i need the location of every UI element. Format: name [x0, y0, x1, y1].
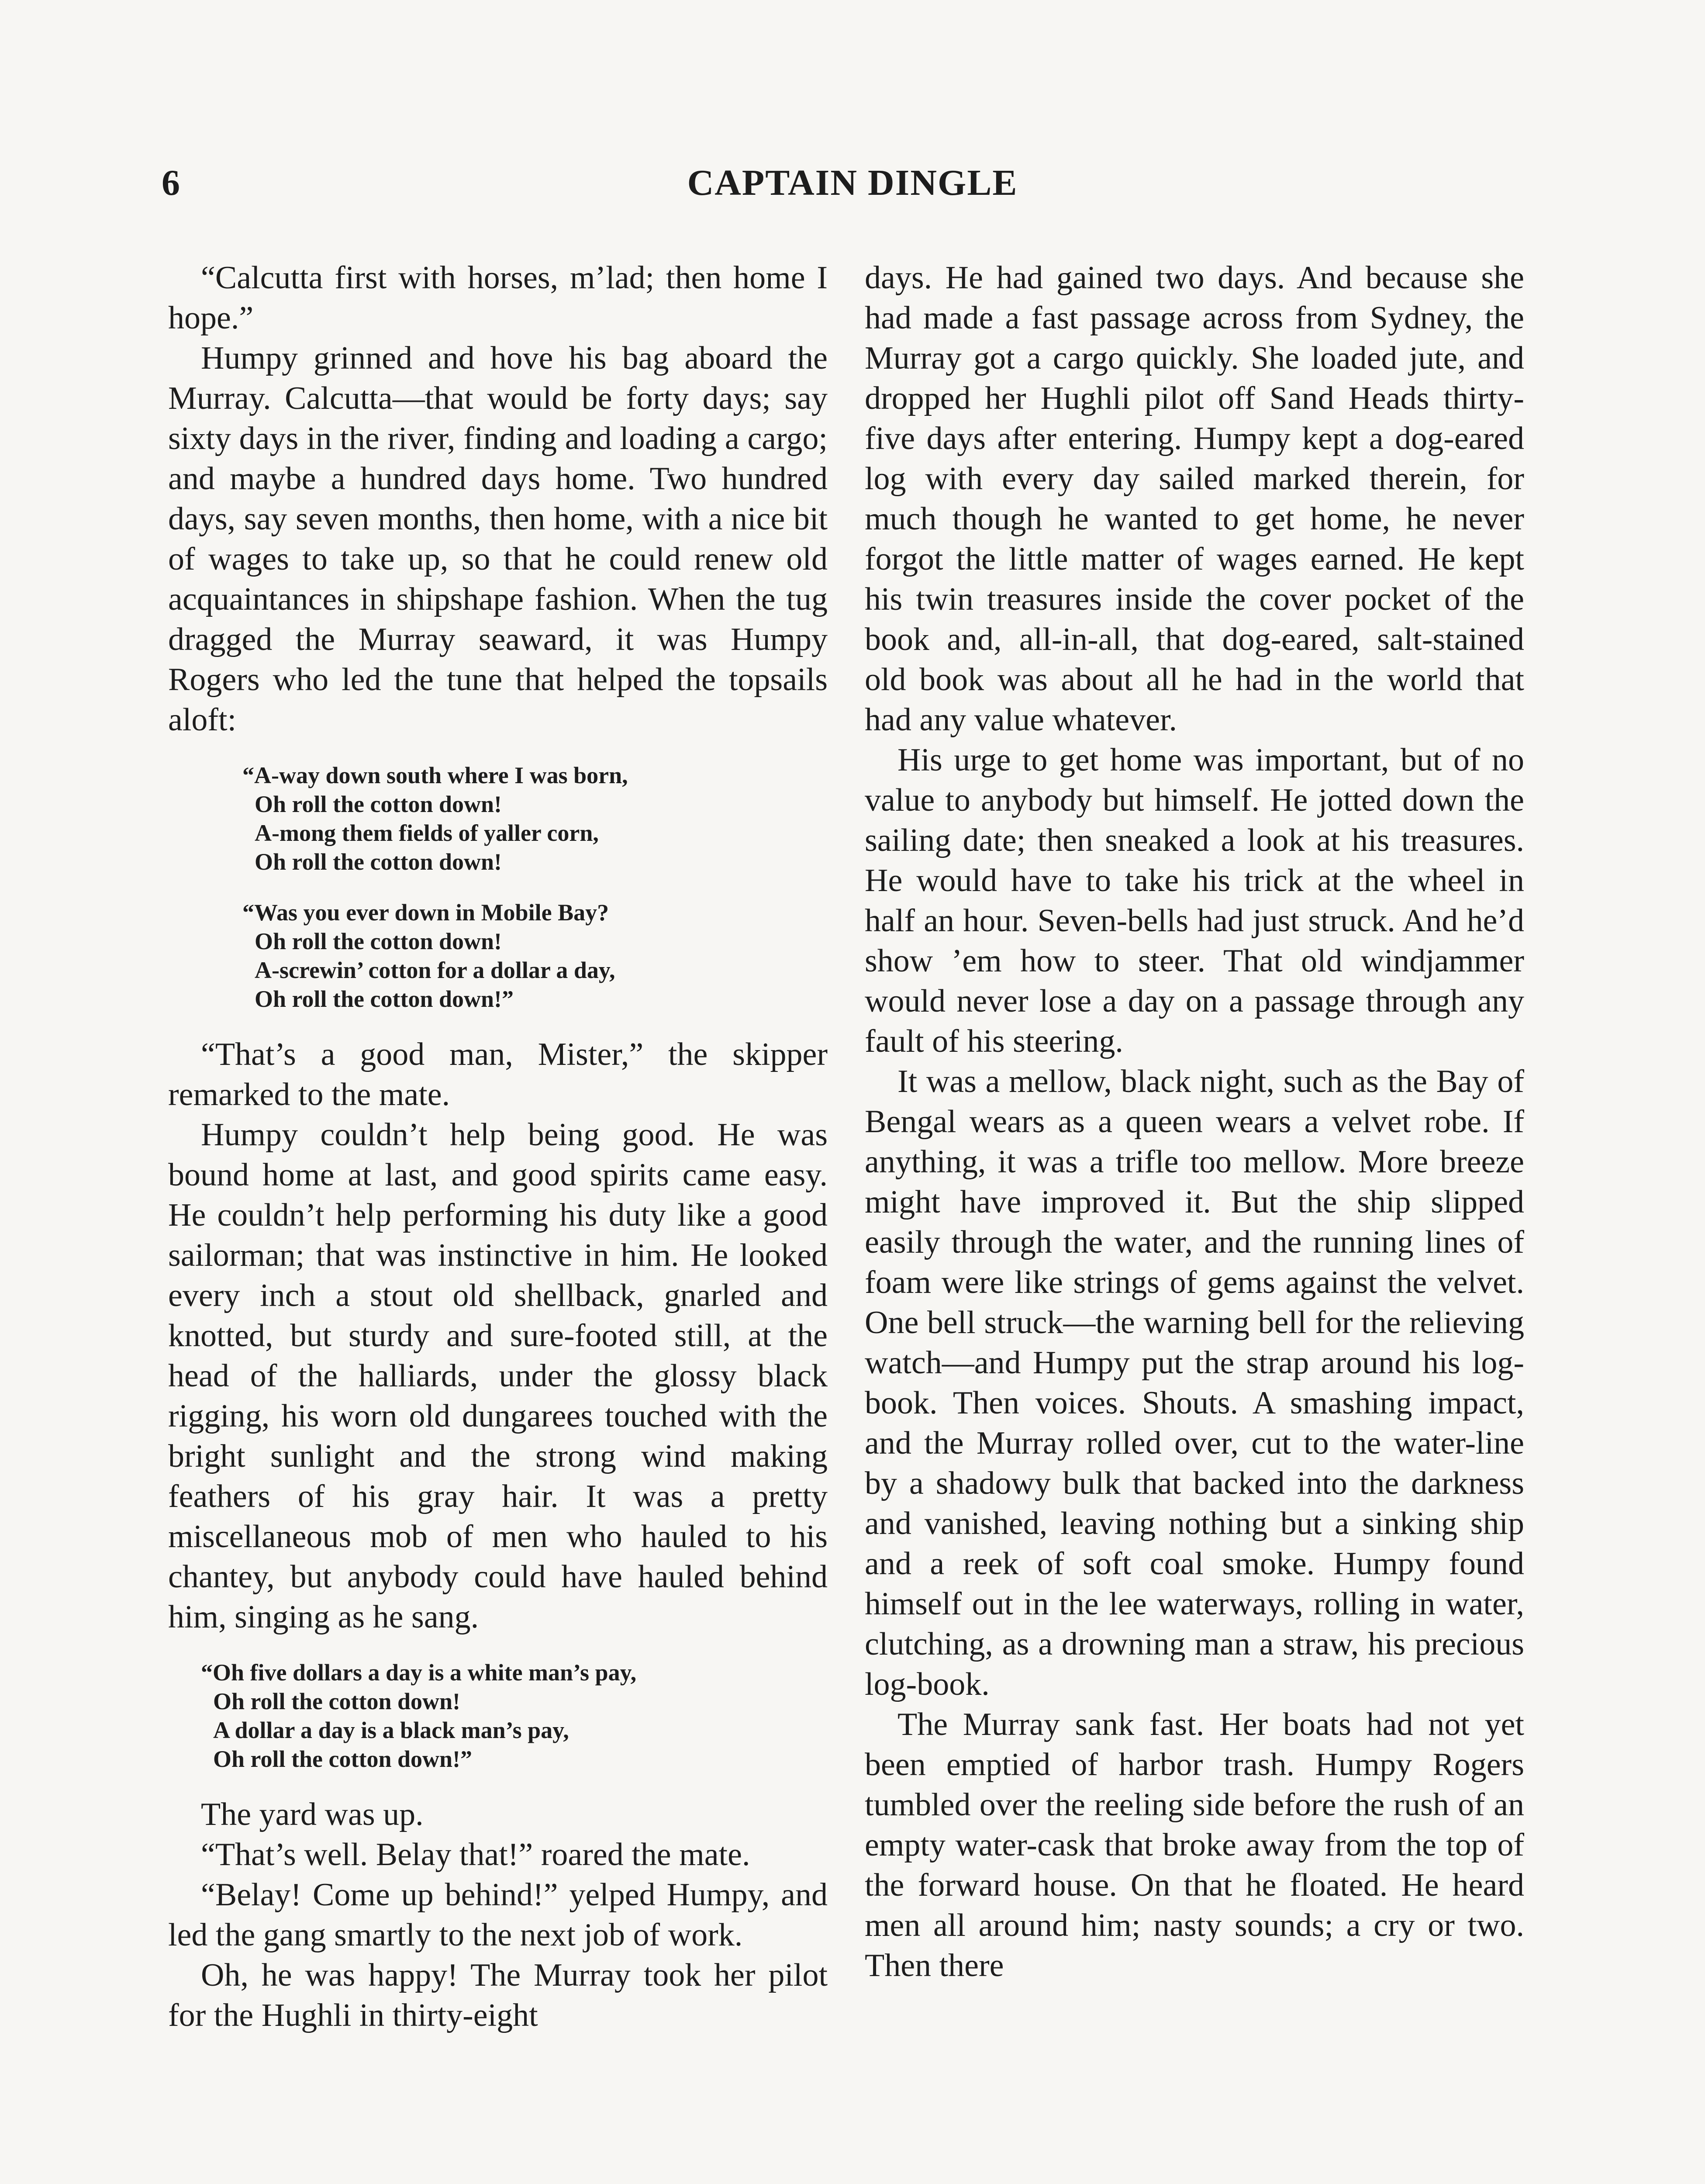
- verse-line: Oh roll the cotton down!”: [213, 1746, 473, 1772]
- verse-line: A-mong them fields of yaller corn,: [255, 820, 599, 846]
- stanza: [242, 761, 828, 876]
- page-header: [162, 162, 1543, 223]
- paragraph: “Calcutta first with horses, m’lad; then home I hope.”: [168, 260, 828, 336]
- stanza: [201, 1658, 828, 1773]
- verse-line: Oh roll the cotton down!”: [255, 986, 514, 1012]
- left-column: [168, 258, 828, 2035]
- verse-line: Oh roll the cotton down!: [255, 791, 502, 817]
- song-verse: [201, 1658, 828, 1773]
- verse-line: Oh roll the cotton down!: [213, 1688, 461, 1714]
- paragraph: It was a mellow, black night, such as the Bay of Bengal wears as a queen wears a velvet robe. If anything, it was a trifle too mellow. More breeze might have improved it. But the ship slipped easily through the water, and the running lines of foam were like strings of gems against the velvet. One bell struck—the warning bell for the relieving watch—and Humpy put the strap around his log-book. Then voices. Shouts. A smashing impact, and the Murray rolled over, cut to the water-line by a shadowy bulk that backed into the darkness and vanished, leaving nothing but a sinking ship and a reek of soft coal smoke. Humpy found himself out in the lee waterways, rolling in water, clutching, as a drowning man a straw, his precious log-book.: [865, 1064, 1524, 1702]
- right-column: [865, 258, 1524, 1986]
- running-title: CAPTAIN DINGLE: [687, 162, 1018, 203]
- verse-line: A-screwin’ cotton for a dollar a day,: [255, 957, 615, 983]
- paragraph: Oh, he was happy! The Murray took her pilot for the Hughli in thirty-eight: [168, 1957, 828, 2033]
- paragraph: The Murray sank fast. Her boats had not yet been emptied of harbor trash. Humpy Rogers tumbled over the reeling side before the rush of an empty water-cask that broke away from the top of the forward house. On that he floated. He heard men all around him; nasty sounds; a cry or two. Then there: [865, 1707, 1524, 1984]
- verse-line: “A-way down south where I was born,: [242, 762, 628, 788]
- paragraph: “That’s a good man, Mister,” the skipper remarked to the mate.: [168, 1037, 828, 1113]
- paragraph: “That’s well. Belay that!” roared the mate.: [201, 1837, 750, 1873]
- paragraph: Humpy grinned and hove his bag aboard the Murray. Calcutta—that would be forty days; say sixty days in the river, finding and loading a cargo; and maybe a hundred days home. Two hundred days, say seven months, then home, with a nice bit of wages to take up, so that he could renew old acquaintances in shipshape fashion. When the tug dragged the Murray seaward, it was Humpy Rogers who led the tune that helped the topsails aloft:: [168, 340, 828, 738]
- paragraph: days. He had gained two days. And because she had made a fast passage across from Sydney, the Murray got a cargo quickly. She loaded jute, and dropped her Hughli pilot off Sand Heads thirty-five days after entering. Humpy kept a dog-eared log with every day sailed marked therein, for much though he wanted to get home, he never forgot the little matter of wages earned. He kept his twin treasures inside the cover pocket of the book and, all-in-all, that dog-eared, salt-stained old book was about all he had in the world that had any value whatever.: [865, 260, 1524, 738]
- paragraph: His urge to get home was important, but of no value to anybody but himself. He jotted down the sailing date; then sneaked a look at his treasures. He would have to take his trick at the wheel in half an hour. Seven-bells had just struck. And he’d show ’em how to steer. That old windjammer would never lose a day on a passage through any fault of his steering.: [865, 742, 1524, 1059]
- verse-line: Oh roll the cotton down!: [255, 849, 502, 875]
- paragraph: The yard was up.: [201, 1797, 424, 1832]
- paragraph: “Belay! Come up behind!” yelped Humpy, and led the gang smartly to the next job of work.: [168, 1877, 828, 1953]
- verse-line: “Was you ever down in Mobile Bay?: [242, 899, 609, 926]
- verse-line: A dollar a day is a black man’s pay,: [213, 1717, 569, 1743]
- song-verse: [242, 761, 828, 1013]
- stanza: [242, 898, 828, 1013]
- paragraph: Humpy couldn’t help being good. He was bound home at last, and good spirits came easy. He couldn’t help performing his duty like a good sailorman; that was instinctive in him. He looked every inch a stout old shellback, gnarled and knotted, but sturdy and sure-footed still, at the head of the halliards, under the glossy black rigging, his worn old dungarees touched with the bright sunlight and the strong wind making feathers of his gray hair. It was a pretty miscellaneous mob of men who hauled to his chantey, but anybody could have hauled behind him, singing as he sang.: [168, 1117, 828, 1635]
- verse-line: Oh roll the cotton down!: [255, 928, 502, 954]
- verse-line: “Oh five dollars a day is a white man’s pay,: [201, 1659, 637, 1686]
- page-number: 6: [162, 162, 180, 203]
